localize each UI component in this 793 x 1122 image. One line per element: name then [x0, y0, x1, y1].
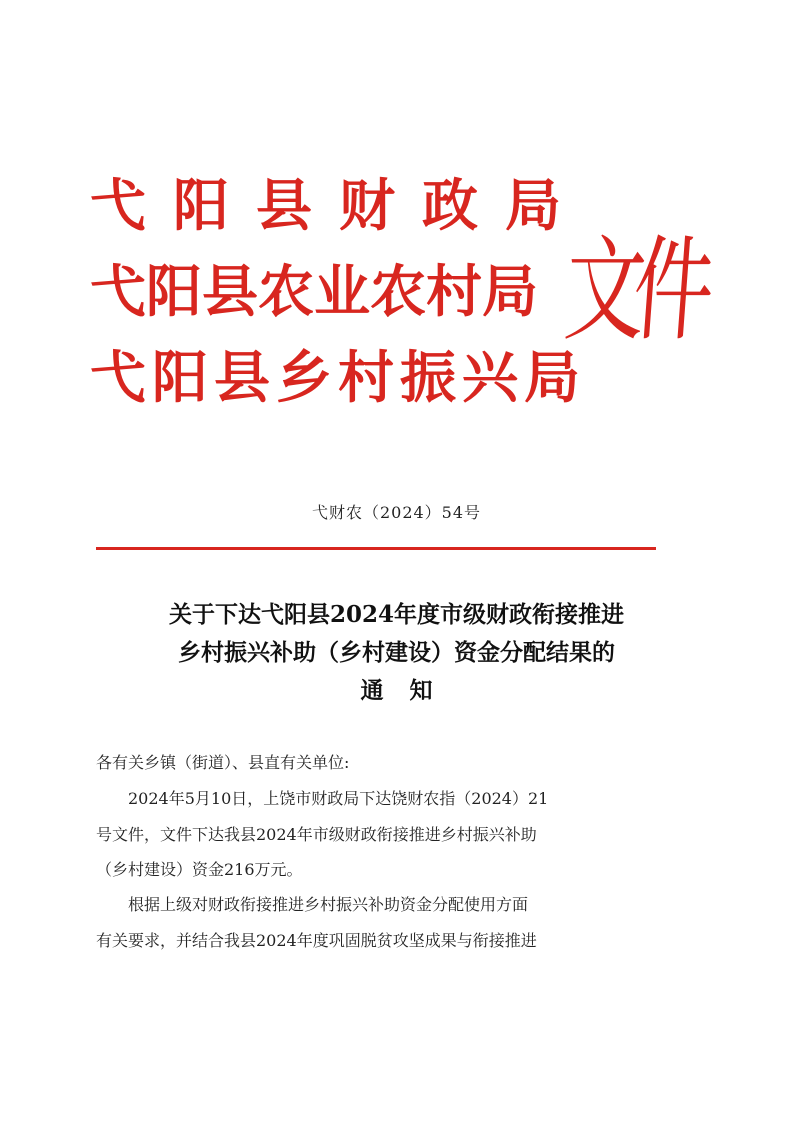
document-title	[80, 596, 713, 710]
body-paragraph	[96, 887, 662, 958]
paragraph-line: 有关要求，并结合我县2024年度巩固脱贫攻坚成果与衔接推进	[96, 930, 537, 950]
agency-name-agriculture-bureau: 弋阳县农业农村局	[90, 260, 538, 325]
title-line: 通知	[360, 677, 459, 704]
salutation: 各有关乡镇（街道）、县直有关单位:	[96, 753, 350, 772]
paragraph-line: 号文件，文件下达我县2024年市级财政衔接推进乡村振兴补助	[96, 824, 537, 844]
red-divider	[96, 547, 656, 550]
paragraph-line: 2024年5月10日，上饶市财政局下达饶财农指（2024）21	[128, 789, 549, 808]
title-line: 乡村振兴补助（乡村建设）资金分配结果的	[178, 639, 615, 666]
paragraph-line: （乡村建设）资金216万元。	[96, 860, 303, 879]
document-number: 弋财农（2024）54号	[311, 503, 482, 522]
body-paragraph	[96, 781, 662, 888]
document-type-label: 文件	[560, 224, 707, 357]
agency-name-finance-bureau: 弋阳县财政局	[90, 174, 588, 239]
paragraph-line: 根据上级对财政衔接推进乡村振兴补助资金分配使用方面	[128, 895, 529, 914]
title-line: 关于下达弋阳县2024年度市级财政衔接推进	[168, 601, 624, 628]
agency-name-rural-revitalization-bureau: 弋阳县乡村振兴局	[90, 346, 586, 411]
document-header	[90, 172, 707, 432]
